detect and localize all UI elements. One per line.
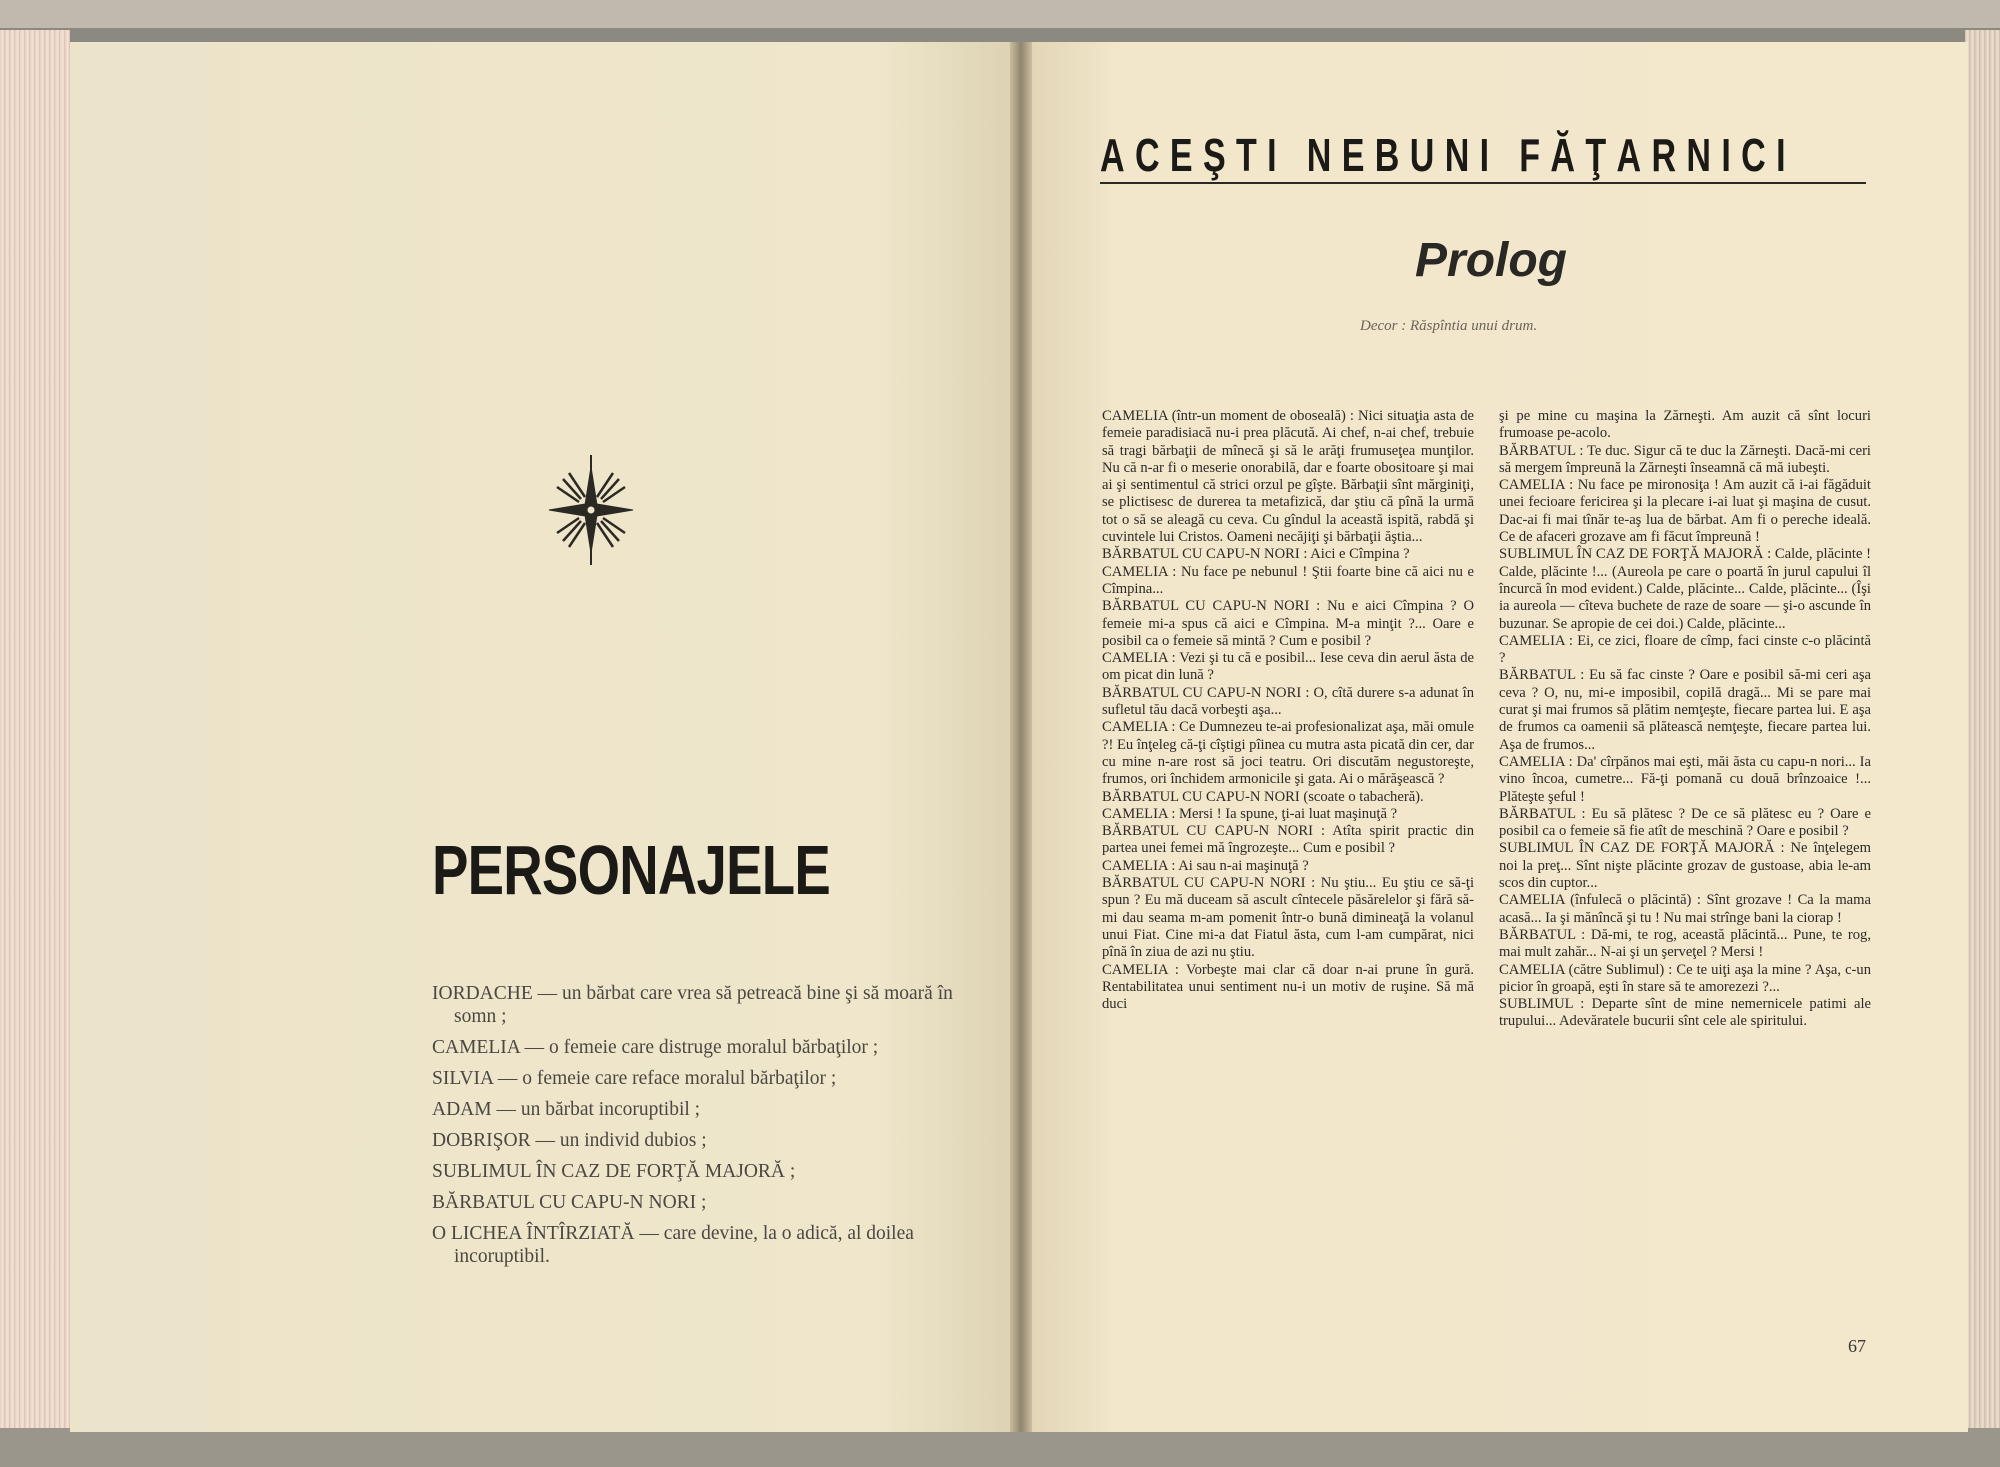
cast-list [432,982,957,1276]
dialogue-paragraph: CAMELIA : Ce Dumnezeu te-ai profesionalizat aşa, măi omule ?! Eu înţeleg că-ţi cîştigi pîinea cu mutra asta picată din cer, dar cu mine n-are rost să joci teatru. Ori discutăm negustoreşte, frumos, ori închidem armonicile şi gata. Ai o mărăşească ? [1102,719,1474,788]
compass-rose-icon [545,455,637,565]
cast-entry: BĂRBATUL CU CAPU-N NORI ; [432,1192,707,1213]
book-page-edges-right [1965,30,2000,1450]
dialogue-paragraph: CAMELIA : Da' cîrpănos mai eşti, măi ăsta cu capu-n nori... Ia vino încoa, cumetre... Fă-ţi pomană cu două brînzoaice !... Plăteşte şeful ! [1499,753,1871,805]
dialogue-paragraph: SUBLIMUL : Departe sînt de mine nemernicele patimi ale trupului... Adevăratele bucurii sînt cele ale spiritului. [1499,996,1871,1030]
dialogue-paragraph: CAMELIA (înfulecă o plăcintă) : Sînt grozave ! Ca la mama acasă... Ia şi mănîncă şi tu ! Nu mai strînge bani la ciorap ! [1499,892,1871,926]
dialogue-paragraph: CAMELIA : Vezi şi tu că e posibil... Iese ceva din aerul ăsta de om picat din lună ? [1102,650,1474,684]
dialogue-paragraph: CAMELIA : Mersi ! Ia spune, ţi-ai luat maşinuţă ? [1102,805,1398,822]
dialogue-paragraph: SUBLIMUL ÎN CAZ DE FORŢĂ MAJORĂ : Ne înţelegem noi la preţ... Sînt nişte plăcinte grozav de gustoase, abia le-am scos din cuptor... [1499,840,1871,892]
cast-entry: SILVIA — o femeie care reface moralul bărbaţilor ; [432,1068,837,1089]
dialogue-paragraph: BĂRBATUL : Eu să fac cinste ? Oare e posibil să-mi ceri aşa ceva ? O, nu, mi-e imposibil, copilă dragă... Mi se pare mai curat şi mai frumos să plătim nemţeşte, fiecare partea lui. E aşa de frumos ca oamenii să plătească nemţeşte, fiecare partea lui. Aşa de frumos... [1499,667,1871,753]
dialogue-paragraph: BĂRBATUL CU CAPU-N NORI : Aici e Cîmpina ? [1102,546,1410,563]
cast-entry: SUBLIMUL ÎN CAZ DE FORŢĂ MAJORĂ ; [432,1161,796,1182]
dialogue-paragraph: BĂRBATUL CU CAPU-N NORI : O, cîtă durere s-a adunat în sufletul tău dacă vorbeşti aşa... [1102,684,1474,719]
dialogue-paragraph: BĂRBATUL CU CAPU-N NORI : Nu e aici Cîmpina ? O femeie mi-a spus că aici e Cîmpina. M-a minţit ?... Oare e posibil ca o femeie să mintă ? Cum e posibil ? [1102,598,1474,649]
book-cover-bottom-edge [0,1428,2000,1467]
dialogue-column-right [1499,408,1871,1031]
page-number: 67 [1848,1336,1866,1356]
dialogue-paragraph: BĂRBATUL : Te duc. Sigur că te duc la Zărneşti. Dacă-mi ceri să mergem împreună la Zărneşti înseamnă că mă iubeşti. [1499,442,1871,476]
cast-entry: ADAM — un bărbat incoruptibil ; [432,1099,701,1120]
dialogue-paragraph: BĂRBATUL CU CAPU-N NORI : Atîta spirit practic din partea unei femei mă îngrozeşte... Cum e posibil ? [1102,823,1474,857]
play-title: ACEŞTI NEBUNI FĂŢARNICI [1100,129,1796,181]
dialogue-paragraph: CAMELIA (către Sublimul) : Ce te uiţi aşa la mine ? Aşa, c-un picior în groapă, eşti în stare să te amorezezi ?... [1499,961,1871,995]
dialogue-paragraph: SUBLIMUL ÎN CAZ DE FORŢĂ MAJORĂ : Calde, plăcinte ! Calde, plăcinte !... (Aureola pe care o poartă în jurul capului îl încurcă în mod evident.) Calde, plăcinte... Calde, plăcinte... (Îşi ia aureola — cîteva buchete de raze de soare — şi-o ascunde în buzunar. Se apropie de cei doi.) Calde, plăcinte... [1499,546,1871,632]
dialogue-paragraph: CAMELIA : Nu face pe mironosiţa ! Am auzit că i-ai făgăduit unei fecioare fericirea şi la plecare i-ai luat şi maşina de cusut. Dac-ai fi mai tînăr te-aş lua de bărbat. Am fi o pereche ideală. Ce de afaceri grozave am fi făcut împreună ! [1499,477,1871,546]
cast-entry: CAMELIA — o femeie care distruge moralul bărbaţilor ; [432,1037,879,1058]
dialogue-paragraph: şi pe mine cu maşina la Zărneşti. Am auzit că sînt locuri frumoase pe-acolo. [1499,408,1871,442]
cast-entry: DOBRIŞOR — un individ dubios ; [432,1130,707,1151]
dialogue-paragraph: CAMELIA : Vorbeşte mai clar că doar n-ai prune în gură. Rentabilitatea unui sentiment nu-i un motiv de ruşine. Să mă duci [1102,961,1474,1013]
dialogue-paragraph: CAMELIA (într-un moment de oboseală) : Nici situaţia asta de femeie paradisiacă nu-i prea plăcută. Ai chef, n-ai chef, trebuie să tragi bărbaţii de mînecă şi să le arăţi frumuseţea munţilor. Nu că n-ar fi o meserie onorabilă, dar e foarte obositoare şi mai ai şi sentimentul că strici orzul pe gîşte. Bărbaţii sînt mărginiţi, se plictisesc de durerea ta metafizică, dar ştiu că pînă la urmă tot o să se aleagă cu ceva. Cu gîndul la această ispită, rabdă şi cuvintele lui Cristos. Oameni necăjiţi şi bărbaţii ăştia... [1102,408,1474,546]
section-title: Prolog [1415,234,1567,287]
dialogue-paragraph: BĂRBATUL : Dă-mi, te rog, această plăcintă... Pune, te rog, mai mult zahăr... N-ai şi un şerveţel ? Mersi ! [1499,926,1871,961]
dialogue-paragraph: CAMELIA : Nu face pe nebunul ! Ştii foarte bine că aici nu e Cîmpina... [1102,563,1474,597]
cast-heading: PERSONAJELE [432,831,830,909]
dialogue-paragraph: BĂRBATUL CU CAPU-N NORI : Nu ştiu... Eu ştiu ce să-ţi spun ? Eu mă duceam să ascult cîntecele păsărelelor şi fără să-mi dau seama m-am pomenit într-o bună dimineaţă la volanul unui Fiat. Cine mi-a dat Fiatul ăsta, cum l-am cumpărat, nici pînă în ziua de azi nu ştiu. [1102,875,1474,961]
title-divider [1100,182,1866,184]
cast-entry: O LICHEA ÎNTÎRZIATĂ — care devine, la o adică, al doilea incoruptibil. [432,1223,914,1267]
dialogue-paragraph: BĂRBATUL : Eu să plătesc ? De ce să plătesc eu ? Oare e posibil ca o femeie să fie atît de meschină ? Oare e posibil ? [1499,805,1871,840]
dialogue-paragraph: CAMELIA : Ei, ce zici, floare de cîmp, faci cinste c-o plăcintă ? [1499,632,1871,667]
dialogue-paragraph: CAMELIA : Ai sau n-ai maşinuţă ? [1102,857,1309,874]
stage-direction-decor: Decor : Răspîntia unui drum. [1360,318,1538,334]
cast-entry: IORDACHE — un bărbat care vrea să petreacă bine şi să moară în somn ; [432,983,953,1027]
book-gutter [1010,42,1032,1432]
dialogue-column-left [1102,408,1474,1013]
dialogue-paragraph: BĂRBATUL CU CAPU-N NORI (scoate o tabacheră). [1102,788,1424,805]
book-page-edges-left [0,30,70,1450]
